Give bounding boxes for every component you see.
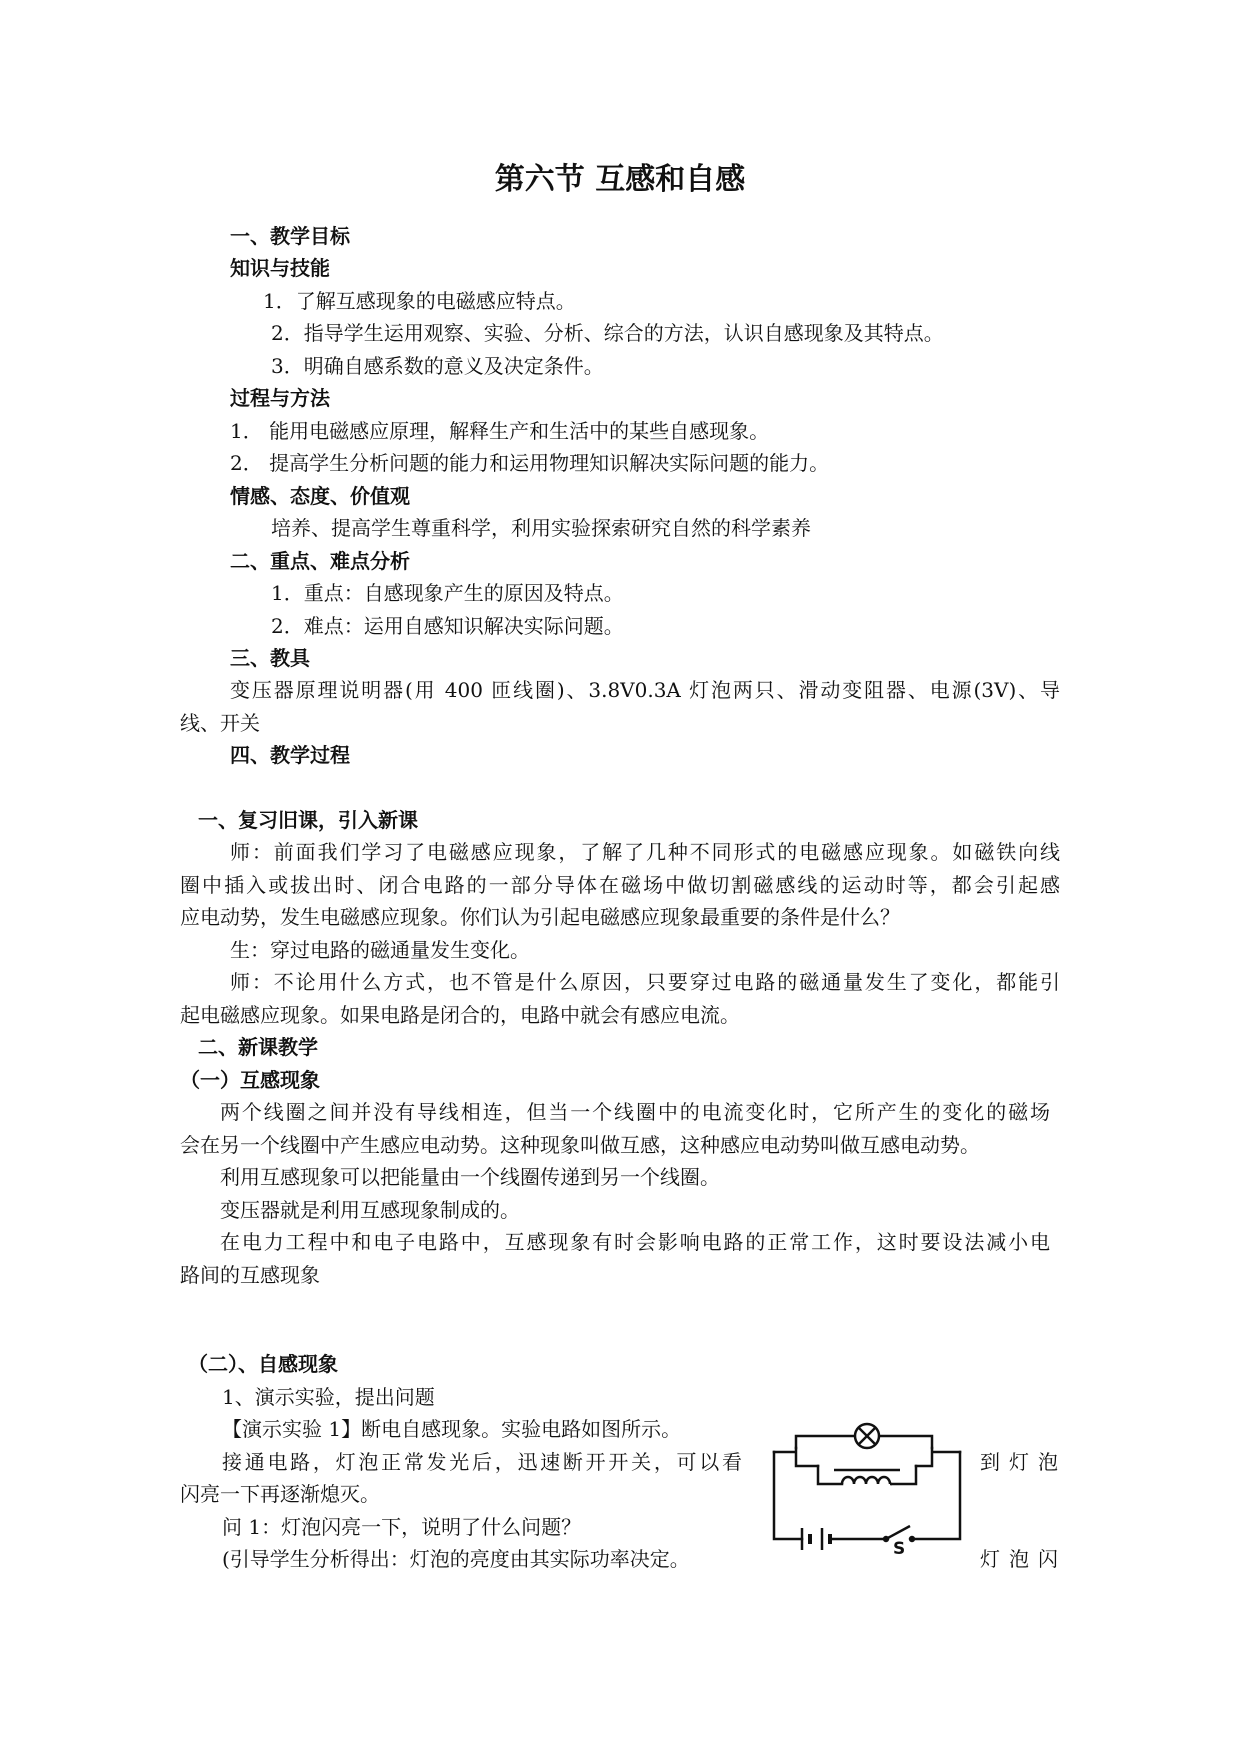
demo-line-3a: 接通电路，灯泡正常发光后，迅速断开开关，可以看 <box>222 1450 742 1474</box>
demo-line-2: 【演示实验 1】断电自感现象。实验电路如图所示。 <box>222 1417 682 1441</box>
teacher-line-1c: 应电动势，发生电磁感应现象。你们认为引起电磁感应现象最重要的条件是什么？ <box>180 905 900 929</box>
process-item-1: 1． 能用电磁感应原理，解释生产和生活中的某些自感现象。 <box>230 419 770 443</box>
heading-process-method: 过程与方法 <box>230 386 330 410</box>
battery-icon <box>802 1528 830 1550</box>
guide-line-1: (引导学生分析得出：灯泡的亮度由其实际功率决定。 <box>222 1547 690 1571</box>
mutual-line-1a: 两个线圈之间并没有导线相连，但当一个线圈中的电流变化时，它所产生的变化的磁场 <box>220 1100 1050 1124</box>
heading-emotion: 情感、态度、价值观 <box>230 484 410 508</box>
teacher-line-1b: 圈中插入或拔出时、闭合电路的一部分导体在磁场中做切割磁感线的运动时等，都会引起感 <box>180 873 1060 897</box>
student-line: 生：穿过电路的磁通量发生变化。 <box>230 938 530 962</box>
heading-teaching-process: 四、教学过程 <box>230 743 350 767</box>
question-1: 问 1：灯泡闪亮一下，说明了什么问题？ <box>222 1515 582 1539</box>
heading-new-lesson: 二、新课教学 <box>198 1035 318 1059</box>
lamp-icon <box>855 1424 879 1448</box>
teacher-line-1a: 师：前面我们学习了电磁感应现象，了解了几种不同形式的电磁感应现象。如磁铁向线 <box>230 840 1060 864</box>
mutual-line-1b: 会在另一个线圈中产生感应电动势。这种现象叫做互感，这种感应电动势叫做互感电动势。 <box>180 1133 980 1157</box>
key-point-2: 2．难点：运用自感知识解决实际问题。 <box>271 614 624 638</box>
tools-line-1: 变压器原理说明器(用 400 匝线圈)、3.8V0.3A 灯泡两只、滑动变阻器、电源(3V)、导 <box>230 678 1060 702</box>
heading-tools: 三、教具 <box>230 646 310 670</box>
knowledge-item-3: 3．明确自感系数的意义及决定条件。 <box>271 354 604 378</box>
heading-knowledge: 知识与技能 <box>230 256 330 280</box>
teacher-line-2b: 起电磁感应现象。如果电路是闭合的，电路中就会有感应电流。 <box>180 1003 740 1027</box>
switch-label: S <box>893 1539 906 1554</box>
heading-objectives: 一、教学目标 <box>230 224 350 248</box>
guide-line-1-right: 灯泡闪 <box>980 1547 1058 1571</box>
process-item-2: 2． 提高学生分析问题的能力和运用物理知识解决实际问题的能力。 <box>230 451 830 475</box>
teacher-line-2a: 师：不论用什么方式，也不管是什么原因，只要穿过电路的磁通量发生了变化，都能引 <box>230 970 1060 994</box>
mutual-line-4b: 路间的互感现象 <box>180 1263 320 1287</box>
mutual-line-4a: 在电力工程中和电子电路中，互感现象有时会影响电路的正常工作，这时要设法减小电 <box>220 1230 1050 1254</box>
emotion-item: 培养、提高学生尊重科学，利用实验探索研究自然的科学素养 <box>271 516 811 540</box>
mutual-line-3: 变压器就是利用互感现象制成的。 <box>220 1198 520 1222</box>
circuit-diagram <box>772 1418 962 1554</box>
knowledge-item-1: 1．了解互感现象的电磁感应特点。 <box>263 289 576 313</box>
demo-line-3a-right: 到灯泡 <box>980 1450 1058 1474</box>
demo-line-1: 1、演示实验，提出问题 <box>222 1385 435 1409</box>
key-point-1: 1．重点：自感现象产生的原因及特点。 <box>271 581 624 605</box>
heading-mutual-induction: （一）互感现象 <box>180 1068 320 1092</box>
mutual-line-2: 利用互感现象可以把能量由一个线圈传递到另一个线圈。 <box>220 1165 720 1189</box>
demo-line-3b: 闪亮一下再逐渐熄灭。 <box>180 1482 380 1506</box>
heading-self-induction: （二）、自感现象 <box>188 1352 338 1376</box>
circuit-branch-right <box>916 1448 960 1466</box>
inductor-coil-icon <box>834 1470 900 1484</box>
page-title: 第六节 互感和自感 <box>494 162 746 197</box>
circuit-branch-left <box>774 1448 818 1466</box>
heading-key-points: 二、重点、难点分析 <box>230 549 410 573</box>
tools-line-2: 线、开关 <box>180 711 260 735</box>
knowledge-item-2: 2．指导学生运用观察、实验、分析、综合的方法，认识自感现象及其特点。 <box>271 321 944 345</box>
heading-review: 一、复习旧课，引入新课 <box>198 808 418 832</box>
